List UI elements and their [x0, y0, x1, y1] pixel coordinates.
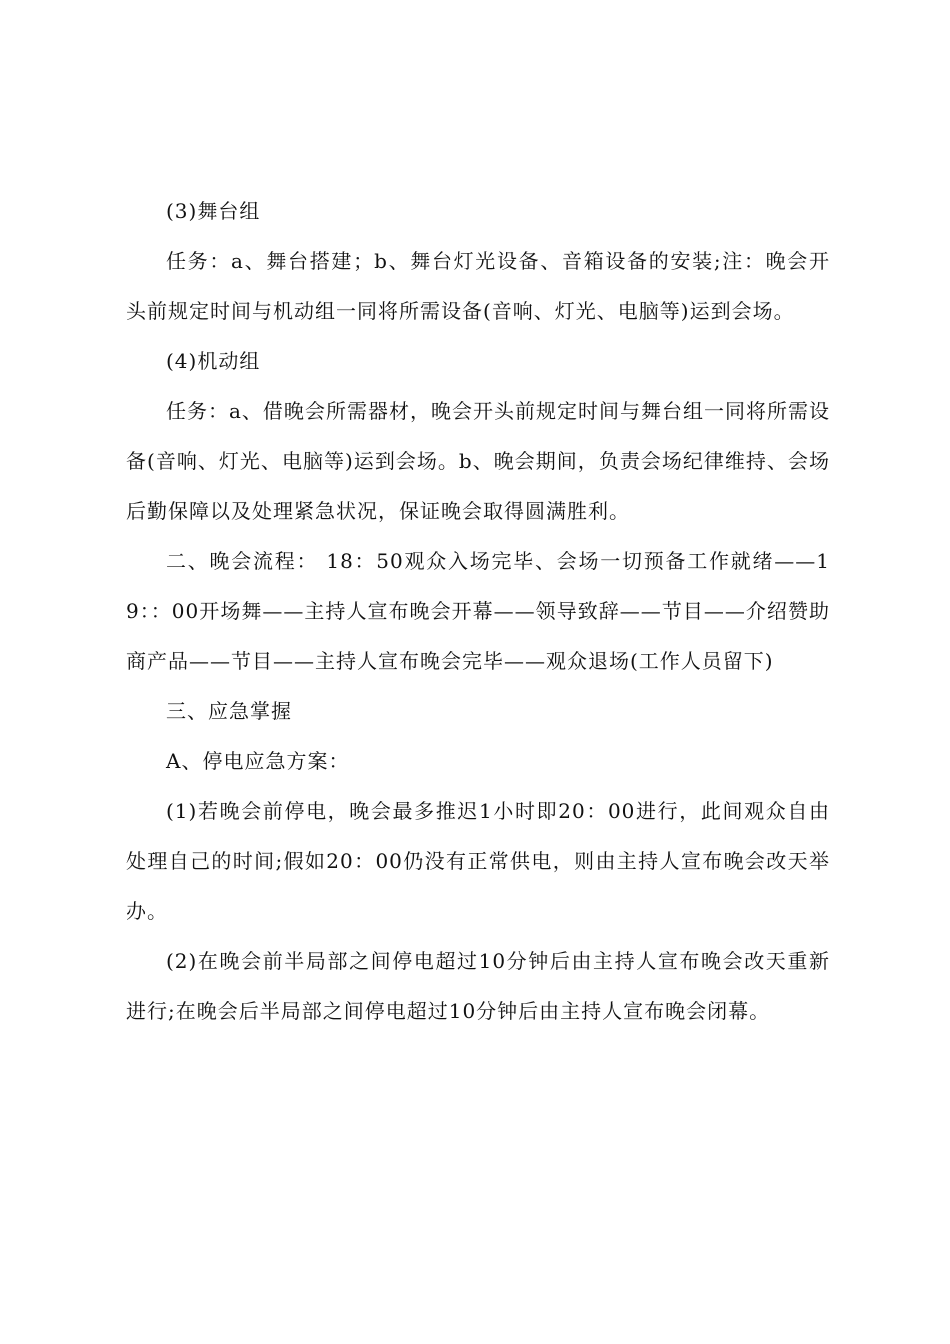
paragraph-outage-during-party: (2)在晚会前半局部之间停电超过10分钟后由主持人宣布晚会改天重新进行;在晚会后半局部之间停电超过10分钟后由主持人宣布晚会闭幕。 [126, 949, 830, 1023]
section-heading-emergency: 三、应急掌握 [166, 699, 292, 723]
section-heading-mobile-group: (4)机动组 [166, 349, 261, 373]
section-heading-stage-group: (3)舞台组 [166, 199, 261, 223]
subheading-power-outage-plan: A、停电应急方案： [166, 749, 350, 773]
paragraph-outage-before-party: (1)若晚会前停电，晚会最多推迟1小时即20：00进行，此间观众自由处理自己的时间;假如20：00仍没有正常供电，则由主持人宣布晚会改天举办。 [126, 799, 830, 923]
paragraph-mobile-group-task: 任务：a、借晚会所需器材，晚会开头前规定时间与舞台组一同将所需设备(音响、灯光、电脑等)运到会场。b、晚会期间，负责会场纪律维持、会场后勤保障以及处理紧急状况，保证晚会取得圆满胜利。 [126, 399, 830, 523]
paragraph-stage-group-task: 任务：a、舞台搭建；b、舞台灯光设备、音箱设备的安装;注：晚会开头前规定时间与机动组一同将所需设备(音响、灯光、电脑等)运到会场。 [126, 249, 830, 323]
document-body [126, 186, 830, 1036]
paragraph-party-process: 二、晚会流程： 18：50观众入场完毕、会场一切预备工作就绪——19：：00开场舞——主持人宣布晚会开幕——领导致辞——节目——介绍赞助商产品——节目——主持人宣布晚会完毕——观众退场(工作人员留下) [126, 549, 830, 673]
